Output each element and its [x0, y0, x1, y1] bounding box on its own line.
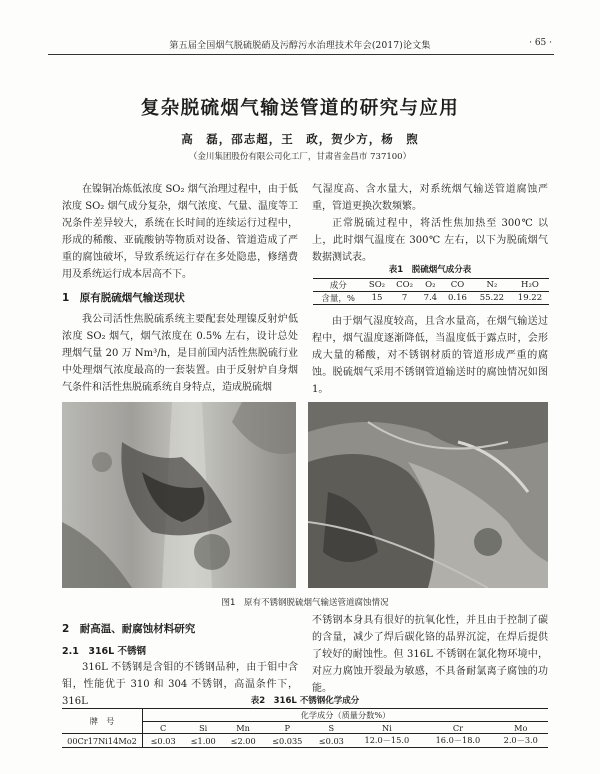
table2-element-header: C	[143, 722, 184, 734]
corroded-pipe-photo-left	[62, 402, 296, 588]
paper-title: 复杂脱硫烟气输送管道的研究与应用	[140, 98, 460, 119]
table2-element-header: Mn	[223, 722, 263, 734]
table2	[62, 708, 548, 748]
section1-heading: 1 原有脱硫烟气输送现状	[62, 292, 185, 304]
page-number: · 65 ·	[529, 38, 552, 48]
right-paragraph-1	[312, 182, 548, 267]
table1-cell: 7.4	[419, 292, 443, 305]
table1-cell: 含量，%	[313, 292, 363, 305]
table2-element-header: Si	[183, 722, 223, 734]
right-lower-text: 不锈钢本身具有很好的抗氧化性，并且由于控制了碳的含量，减少了焊后碳化铬的晶界沉淀，在焊后提供了较好的耐蚀性。但 316L 不锈钢在氯化物环境中，对应力腐蚀开裂最为敏感，不具备耐氯离子腐蚀的功能。	[312, 615, 548, 694]
table1-header-row	[313, 279, 549, 292]
section1-paragraph	[62, 312, 298, 397]
right-text-1: 气湿度高、含水量大，对系统烟气输送管道腐蚀严重，管道更换次数频繁。	[312, 184, 548, 212]
authors: 高 磊，邵志超，王 政，贺少方，杨 煦	[181, 132, 419, 146]
table1-cell: 15	[363, 292, 390, 305]
table2-grade: 00Cr17Ni14Mo2	[62, 734, 143, 748]
header-rule	[48, 54, 554, 55]
table2-header-row-1	[62, 709, 548, 722]
right-paragraph-3	[312, 314, 548, 399]
figure1-photo-right	[308, 402, 548, 588]
right-text-2: 正常脱硫过程中，将活性焦加热至 300℃ 以上，此时烟气温度在 300℃ 左右，以下为脱硫烟气数据测试表。	[312, 217, 548, 263]
table1-header-cell: O₂	[419, 279, 443, 292]
corroded-pipe-photo-right	[308, 402, 548, 588]
table1-cell: 19.22	[511, 292, 549, 305]
table1-header-cell: SO₂	[363, 279, 390, 292]
table1-cell: 0.16	[442, 292, 473, 305]
table2-cell: ≤0.03	[143, 734, 184, 748]
intro-paragraph	[62, 182, 298, 283]
affiliation: （金川集团股份有限公司化工厂，甘肃省金昌市 737100）	[188, 152, 412, 162]
running-header: 第五届全国烟气脱硫脱硝及污醇污水治理技术年会(2017)论文集	[169, 41, 431, 51]
right-lower-paragraph	[312, 613, 548, 698]
section2-heading: 2 耐高温、耐腐蚀材料研究	[62, 623, 196, 635]
table2-cell: ≤2.00	[223, 734, 263, 748]
table2-cell: ≤1.00	[183, 734, 223, 748]
right-text-3: 由于烟气湿度较高，且含水量高，在烟气输送过程中，烟气温度逐渐降低，当温度低于露点时，会形成大量的稀酸，对不锈钢材质的管道形成严重的腐蚀。脱硫烟气采用不锈钢管道输送时的腐蚀情况如图1。	[312, 316, 548, 395]
table2-caption: 表2 316L 不锈钢化学成分	[250, 696, 360, 706]
table2-cell: ≤0.035	[263, 734, 311, 748]
table2-group-header: 化学成分（质量分数%）	[143, 709, 549, 722]
table1-cell: 7	[391, 292, 419, 305]
table1-header-cell: CO	[442, 279, 473, 292]
table1-header-cell: N₂	[473, 279, 511, 292]
table1-header-cell: CO₂	[391, 279, 419, 292]
table2-cell: 16.0－18.0	[422, 734, 493, 748]
table1-header-cell: H₂O	[511, 279, 549, 292]
table2-cell: 12.0－15.0	[351, 734, 422, 748]
intro-text: 在镍铜冶炼低浓度 SO₂ 烟气治理过程中，由于低浓度 SO₂ 烟气成分复杂，烟气浓度、气量、温度等工况条件差异较大，系统在长时间的连续运行过程中，形成的稀酸、亚硫酸钠等物质对设备、管道造成了严重的腐蚀破坏，导致系统运行存在多处隐患，修缮费用及系统运行成本居高不下。	[62, 184, 298, 280]
section1-text: 我公司活性焦脱硫系统主要配套处理镍反射炉低浓度 SO₂ 烟气，烟气浓度在 0.5% 左右，设计总处理烟气量 20 万 Nm³/h，是目前国内活性焦脱硫行业中处理烟气浓度最高的一套装置。由于反射炉自身烟气条件和活性焦脱硫系统自身特点，造成脱硫烟	[62, 314, 298, 393]
table2-element-header: P	[263, 722, 311, 734]
table1	[313, 278, 549, 305]
figure1-photo-left	[62, 402, 296, 588]
section21-heading: 2.1 316L 不锈钢	[62, 646, 147, 657]
table2-grade-header: 牌 号	[62, 709, 143, 734]
table2-cell: 2.0－3.0	[493, 734, 548, 748]
table1-value-row	[313, 292, 549, 305]
table2-cell: ≤0.03	[311, 734, 351, 748]
table2-element-header: S	[311, 722, 351, 734]
table1-header-cell: 成分	[313, 279, 363, 292]
section21-text: 316L 不锈钢是含钼的不锈钢品种，由于钼中含钼，性能优于 310 和 304 不锈钢，高温条件下，316L	[62, 662, 298, 707]
table2-data-row	[62, 734, 548, 748]
table2-element-header: Ni	[351, 722, 422, 734]
table1-caption: 表1 脱硫烟气成分表	[388, 265, 472, 275]
table1-cell: 55.22	[473, 292, 511, 305]
table2-element-header: Mo	[493, 722, 548, 734]
figure1-caption: 图1 原有不锈钢脱硫烟气输送管道腐蚀情况	[221, 598, 389, 608]
table2-element-header: Cr	[422, 722, 493, 734]
